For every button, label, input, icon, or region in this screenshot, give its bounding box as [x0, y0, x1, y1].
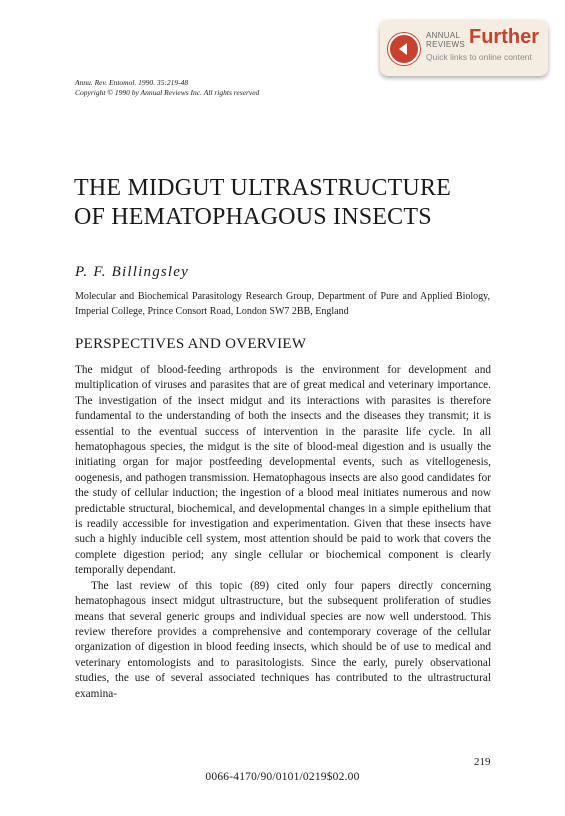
- body-paragraph: The midgut of blood-feeding arthropods is the environment for development and multiplication of viruses and parasites that are of great medical and veterinary importance. The investigation of the insect midgut and its interactions with parasites is therefore fundamental to the understanding of both the insects and the diseases they transmit; it is essential to the eventual success of intervention in the parasite life cycle. In all hematophagous species, the midgut is the site of blood-meal digestion and is usually the initiating organ for major postfeeding developmental events, such as vitellogenesis, oogenesis, and pathogen transmission. Hematophagous insects are also good candidates for the study of cellular induction; the ingestion of a blood meal initiates numerous and now predictable structural, biochemical, and developmental changes in a simple epithelium that is readily accessible for investigation and experimentation. Given that these insects have such a highly inducible cell system, most attention should be paid to work that covers the complete digestion period; any single cellular or biochemical component is clearly temporally dependant.: [75, 364, 491, 577]
- back-arrow-icon: [388, 33, 420, 65]
- page-number: 219: [474, 756, 491, 768]
- banner-publisher: [426, 31, 466, 49]
- journal-header: [75, 78, 259, 98]
- further-banner[interactable]: [380, 20, 548, 76]
- banner-further-text: Further: [469, 26, 539, 48]
- banner-reviews-text: REVIEWS: [426, 40, 465, 49]
- section-heading: PERSPECTIVES AND OVERVIEW: [75, 336, 307, 352]
- author-affiliation: Molecular and Biochemical Parasitology Research Group, Department of Pure and Applied Biology, Imperial College, Prince Consort Road, London SW7 2BB, England: [75, 291, 490, 317]
- journal-copyright: Copyright © 1990 by Annual Reviews Inc. All rights reserved: [75, 88, 260, 97]
- author-name: P. F. Billingsley: [75, 264, 190, 280]
- banner-annual-text: ANNUAL: [426, 31, 461, 40]
- article-title: [74, 174, 451, 232]
- article-title-line1: THE MIDGUT ULTRASTRUCTURE: [74, 175, 452, 201]
- body-paragraph: The last review of this topic (89) cited only four papers directly concerning hematophagous insect midgut ultrastructure, but the subsequent proliferation of studies means that several generic groups and individual species are now well understood. This review therefore provides a comprehensive and contemporary coverage of the cellular organization of digestion in blood feeding insects, which should be of use to medical and veterinary entomologists and to parasitologists. Since the early, purely observational studies, the use of several associated techniques has contributed to the ultrastructural examina-: [75, 579, 491, 700]
- article-code: 0066-4170/90/0101/0219$02.00: [205, 771, 360, 783]
- journal-citation: Annu. Rev. Entomol. 1990. 35:219-48: [75, 78, 189, 87]
- article-title-line2: OF HEMATOPHAGOUS INSECTS: [74, 204, 432, 230]
- banner-tagline: Quick links to online content: [426, 52, 532, 62]
- article-body: [75, 363, 491, 702]
